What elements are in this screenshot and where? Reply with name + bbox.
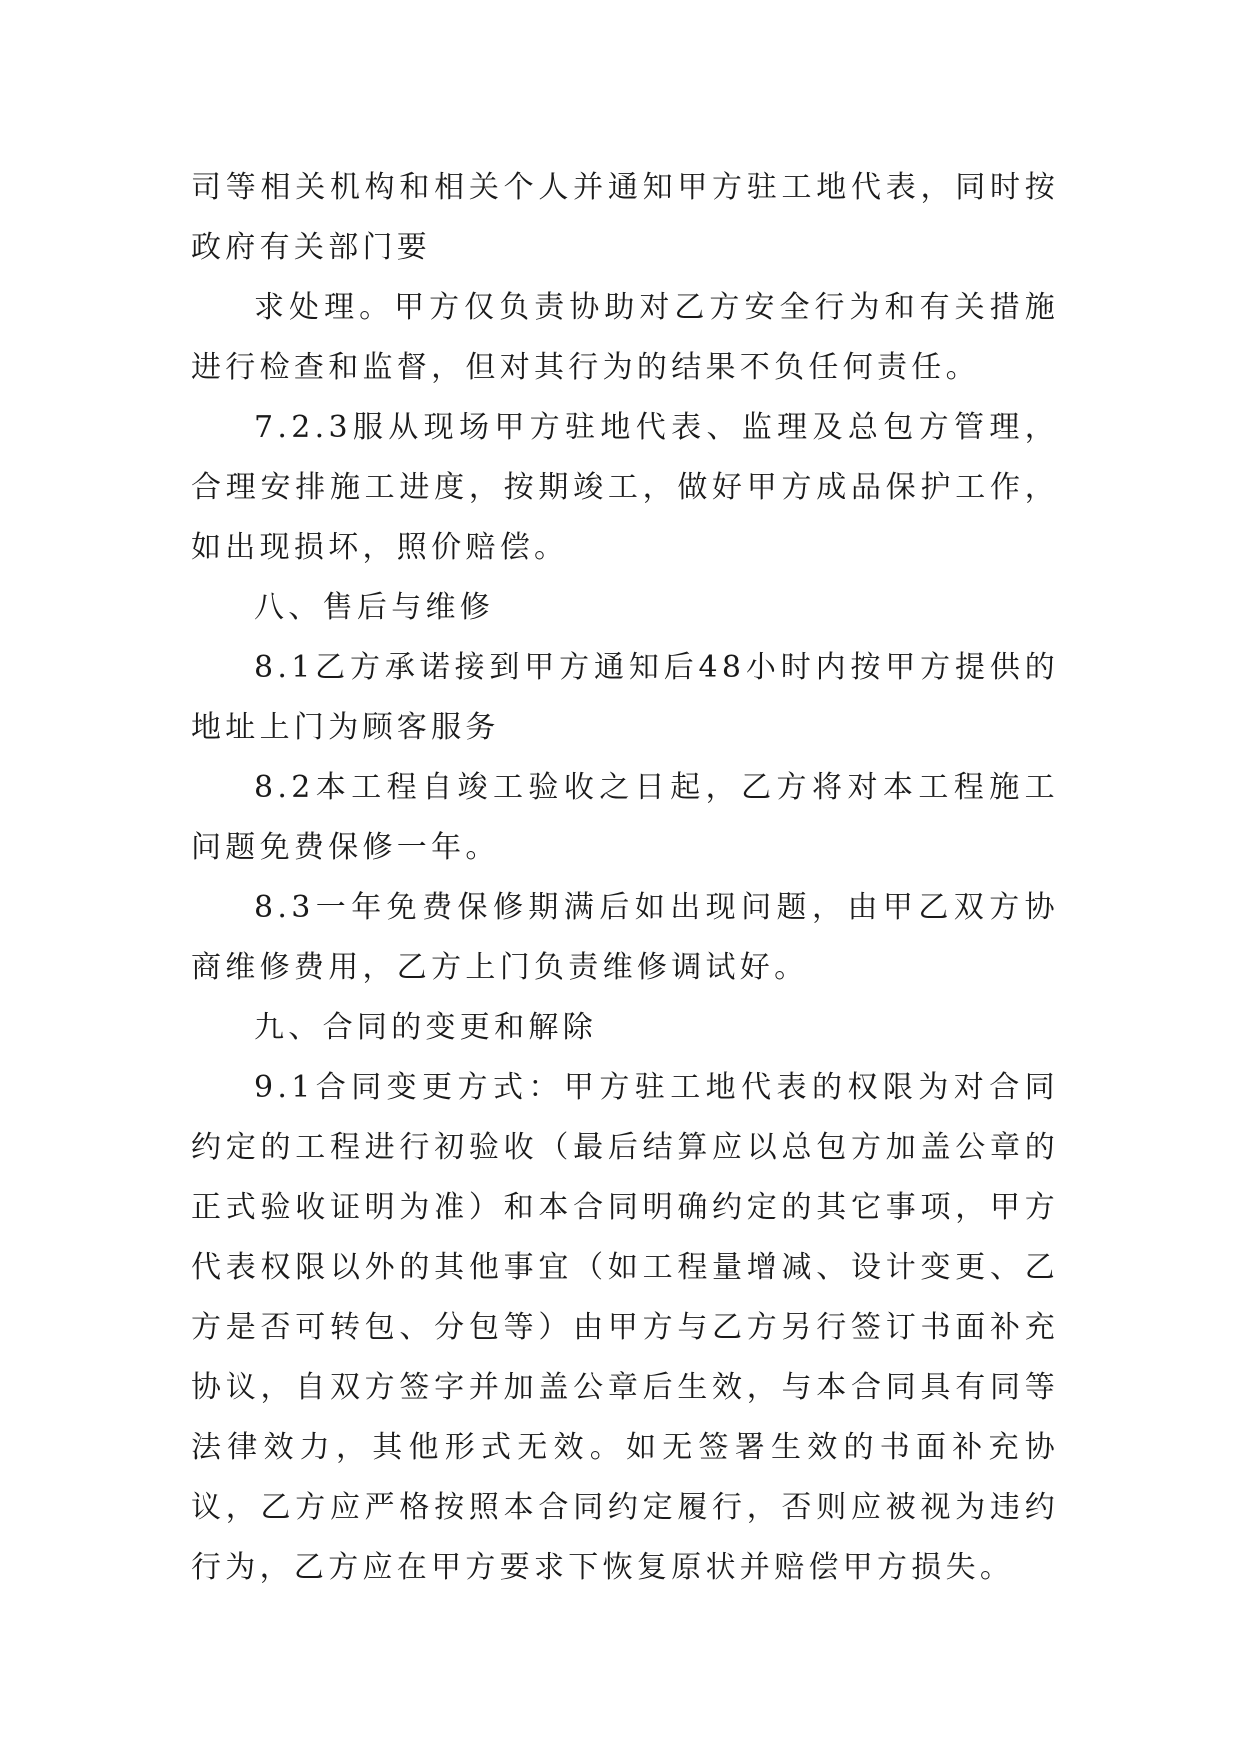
section-heading-9: 九、合同的变更和解除 xyxy=(254,1010,597,1045)
paragraph-9-1: 9.1合同变更方式：甲方驻工地代表的权限为对合同约定的工程进行初验收（最后结算应以总包方加盖公章的正式验收证明为准）和本合同明确约定的其它事项，甲方代表权限以外的其他事宜（如工程量增减、设计变更、乙方是否可转包、分包等）由甲方与乙方另行签订书面补充协议，自双方签字并加盖公章后生效，与本合同具有同等法律效力，其他形式无效。如无签署生效的书面补充协议，乙方应严格按照本合同约定履行，否则应被视为违约行为，乙方应在甲方要求下恢复原状并赔偿甲方损失。 xyxy=(191,1070,1059,1585)
document-body xyxy=(191,158,1059,1598)
paragraph-safety-responsibility: 求处理。甲方仅负责协助对乙方安全行为和有关措施进行检查和监督，但对其行为的结果不负任何责任。 xyxy=(191,290,1059,385)
paragraph-8-1: 8.1乙方承诺接到甲方通知后48小时内按甲方提供的地址上门为顾客服务 xyxy=(191,650,1059,745)
paragraph-7-2-3: 7.2.3服从现场甲方驻地代表、监理及总包方管理，合理安排施工进度，按期竣工，做好甲方成品保护工作，如出现损坏，照价赔偿。 xyxy=(191,410,1059,565)
section-heading-8: 八、售后与维修 xyxy=(254,590,495,625)
paragraph-continuation: 司等相关机构和相关个人并通知甲方驻工地代表，同时按政府有关部门要 xyxy=(191,170,1059,265)
paragraph-8-3: 8.3一年免费保修期满后如出现问题，由甲乙双方协商维修费用，乙方上门负责维修调试好。 xyxy=(191,890,1059,985)
paragraph-8-2: 8.2本工程自竣工验收之日起，乙方将对本工程施工问题免费保修一年。 xyxy=(191,770,1059,865)
